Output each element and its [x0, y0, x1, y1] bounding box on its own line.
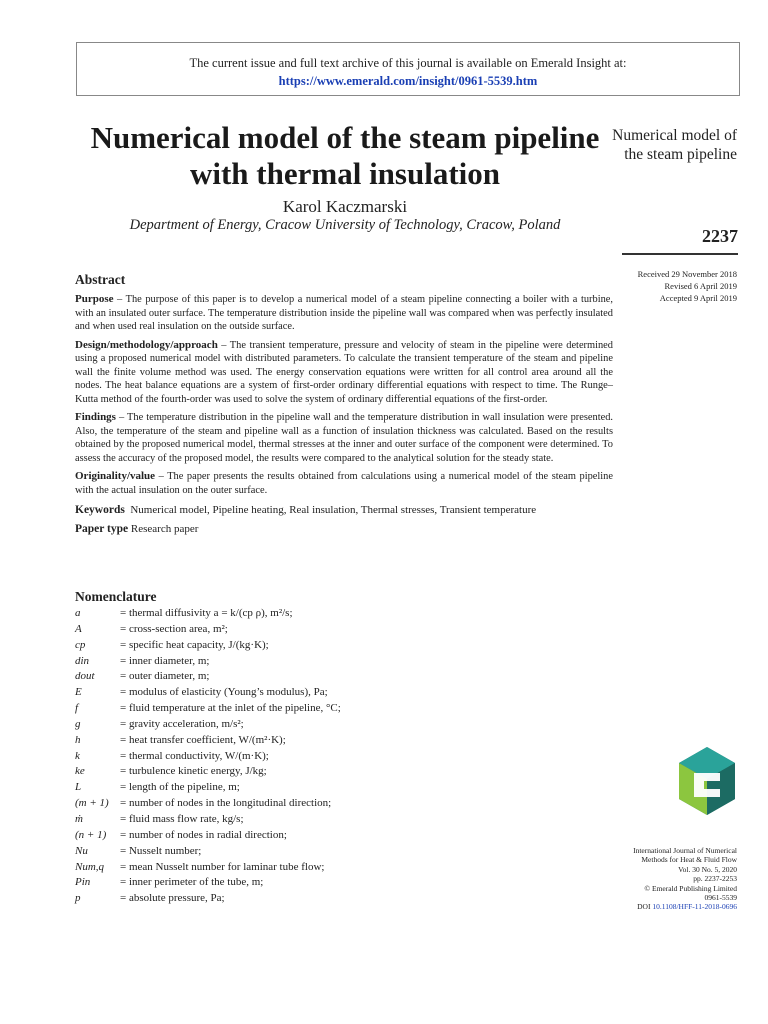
- paper-type-label: Paper type: [75, 523, 129, 535]
- nomenclature-symbol: ṁ: [75, 812, 83, 825]
- nomenclature-row: [75, 733, 615, 749]
- nomenclature-definition: = inner perimeter of the tube, m;: [120, 876, 264, 889]
- nomenclature-row: [75, 891, 615, 907]
- divider: [622, 253, 738, 255]
- author-affiliation: Department of Energy, Cracow University of Technology, Cracow, Poland: [129, 217, 561, 233]
- nomenclature-definition: = Nusselt number;: [120, 844, 202, 857]
- doi-link[interactable]: 10.1108/HFF-11-2018-0696: [652, 902, 737, 912]
- journal-volume: Vol. 30 No. 5, 2020: [678, 864, 737, 874]
- design-paragraph: [75, 339, 613, 407]
- paper-type: [75, 523, 613, 535]
- nomenclature-definition: = outer diameter, m;: [120, 670, 210, 683]
- nomenclature-row: [75, 701, 615, 717]
- originality-paragraph: [75, 470, 613, 497]
- purpose-paragraph: [75, 293, 613, 334]
- nomenclature-definition: = mean Nusselt number for laminar tube flow;: [120, 860, 325, 873]
- nomenclature-row: [75, 749, 615, 765]
- purpose-label: Purpose: [75, 293, 114, 305]
- archive-banner-text: The current issue and full text archive of this journal is available on Emerald Insight at:: [189, 56, 627, 70]
- nomenclature-symbol: k: [75, 749, 80, 762]
- paper-type-text: Research paper: [130, 523, 199, 535]
- doi-label: DOI: [637, 902, 651, 912]
- keywords-text: Numerical model, Pipeline heating, Real insulation, Thermal stresses, Transient temperature: [130, 504, 537, 516]
- nomenclature-symbol: dout: [75, 670, 95, 683]
- originality-text: – The paper presents the results obtained from calculations using a numerical model of the steam pipeline with the actual insulation on the outer surface.: [75, 471, 613, 496]
- nomenclature-definition: = cross-section area, m²;: [120, 622, 228, 635]
- nomenclature-row: [75, 606, 615, 622]
- nomenclature-symbol: cp: [75, 638, 86, 651]
- nomenclature-definition: = specific heat capacity, J/(kg·K);: [120, 638, 269, 651]
- nomenclature-definition: = thermal diffusivity a = k/(cp ρ), m²/s;: [120, 607, 293, 619]
- nomenclature-row: [75, 828, 615, 844]
- nomenclature-definition: = fluid mass flow rate, kg/s;: [120, 812, 244, 825]
- nomenclature-symbol: L: [75, 781, 82, 794]
- design-text: – The transient temperature, pressure and velocity of steam in the pipeline were determined using a proposed numerical model with distributed parameters. To calculate the transient temperature of the steam and pipeline wall the finite volume method was used. The energy conservation equations were written for all control area around all the nodes. The heat balance equations are a system of first-order ordinary differential equations with respect to time. The Runge–Kutta method of the fourth-order was used to solve the system of ordinary differential equations of the first-order.: [75, 339, 613, 405]
- nomenclature-definition: = thermal conductivity, W/(m·K);: [120, 749, 269, 762]
- nomenclature-definition: = modulus of elasticity (Young’s modulus), Pa;: [120, 686, 328, 699]
- findings-text: – The temperature distribution in the pipeline wall and the temperature distribution in wall insulation were presented. Also, the temperature of the steam and pipeline wall as a function of insulation thickness was calculated. Based on the results obtained by the proposed numerical model, thermal stresses at the inner and outer surface of the component were determined. To assess the accuracy of the proposed model, the results were compared to the analytical solution for the steady state.: [75, 412, 613, 464]
- nomenclature-row: [75, 669, 615, 685]
- emerald-logo: [676, 745, 738, 817]
- abstract-heading: Abstract: [75, 272, 126, 287]
- nomenclature-symbol: din: [75, 654, 90, 667]
- accepted-date: Accepted 9 April 2019: [659, 293, 737, 303]
- nomenclature-row: [75, 780, 615, 796]
- article-dates: [612, 268, 737, 304]
- nomenclature-row: [75, 812, 615, 828]
- purpose-text: – The purpose of this paper is to develop a numerical model of a steam pipeline connecting a boiler with a turbine, with an insulated outer surface. The temperature distribution inside the pipeline wall was compared when was perfectly insulated and when used real insulation on the outside surface.: [75, 294, 613, 332]
- journal-name-2: Methods for Heat & Fluid Flow: [641, 855, 737, 865]
- nomenclature-symbol: Nu: [75, 844, 88, 857]
- nomenclature-definition: = absolute pressure, Pa;: [120, 892, 225, 905]
- nomenclature-definition: = number of nodes in the longitudinal direction;: [120, 797, 332, 810]
- nomenclature-symbol: f: [75, 702, 79, 715]
- nomenclature-row: [75, 860, 615, 876]
- nomenclature-symbol: Pin: [75, 876, 91, 889]
- nomenclature-row: [75, 796, 615, 812]
- revised-date: Revised 6 April 2019: [664, 281, 737, 291]
- design-label: Design/methodology/approach: [75, 338, 218, 351]
- publisher: © Emerald Publishing Limited: [644, 883, 737, 893]
- nomenclature-row: [75, 685, 615, 701]
- nomenclature-definition: = fluid temperature at the inlet of the pipeline, °C;: [120, 702, 341, 715]
- nomenclature-definition: = inner diameter, m;: [120, 654, 210, 667]
- keywords-label: Keywords: [75, 504, 125, 516]
- nomenclature-row: [75, 844, 615, 860]
- findings-label: Findings: [75, 411, 116, 423]
- running-head: Numerical model of the steam pipeline: [612, 127, 737, 163]
- journal-pages: pp. 2237-2253: [693, 874, 737, 884]
- nomenclature-symbol: p: [75, 892, 81, 905]
- nomenclature-definition: = length of the pipeline, m;: [120, 781, 240, 794]
- nomenclature-list: [75, 606, 615, 907]
- doi-line: [600, 902, 737, 911]
- nomenclature-symbol: (m + 1): [75, 797, 109, 810]
- nomenclature-symbol: A: [75, 622, 82, 635]
- nomenclature-row: [75, 764, 615, 780]
- nomenclature-symbol: Num,q: [75, 860, 105, 873]
- nomenclature-definition: = number of nodes in radial direction;: [120, 828, 287, 841]
- journal-info: [600, 846, 737, 912]
- originality-label: Originality/value: [75, 470, 156, 482]
- nomenclature-row: [75, 654, 615, 670]
- nomenclature-row: [75, 638, 615, 654]
- nomenclature-row: [75, 875, 615, 891]
- received-date: Received 29 November 2018: [637, 269, 737, 279]
- nomenclature-symbol: ke: [75, 765, 85, 778]
- nomenclature-definition: = heat transfer coefficient, W/(m²·K);: [120, 733, 286, 746]
- nomenclature-row: [75, 717, 615, 733]
- nomenclature-symbol: h: [75, 733, 81, 746]
- nomenclature-heading: Nomenclature: [75, 589, 157, 604]
- author-name: Karol Kaczmarski: [282, 197, 408, 216]
- nomenclature-symbol: E: [75, 686, 82, 699]
- nomenclature-row: [75, 622, 615, 638]
- abstract-section: [75, 272, 613, 535]
- nomenclature-symbol: a: [75, 607, 81, 619]
- journal-url-link[interactable]: https://www.emerald.com/insight/0961-5539.htm: [278, 74, 538, 88]
- journal-name-1: International Journal of Numerical: [633, 846, 737, 855]
- nomenclature-definition: = turbulence kinetic energy, J/kg;: [120, 765, 267, 778]
- page-number: 2237: [702, 226, 738, 246]
- nomenclature-symbol: (n + 1): [75, 828, 107, 841]
- nomenclature-symbol: g: [75, 717, 81, 730]
- nomenclature-definition: = gravity acceleration, m/s²;: [120, 717, 244, 730]
- findings-paragraph: [75, 411, 613, 465]
- issn: 0961-5539: [704, 893, 737, 903]
- keywords: [75, 503, 613, 517]
- archive-banner: [76, 42, 740, 96]
- article-title: Numerical model of the steam pipeline with thermal insulation: [90, 120, 600, 191]
